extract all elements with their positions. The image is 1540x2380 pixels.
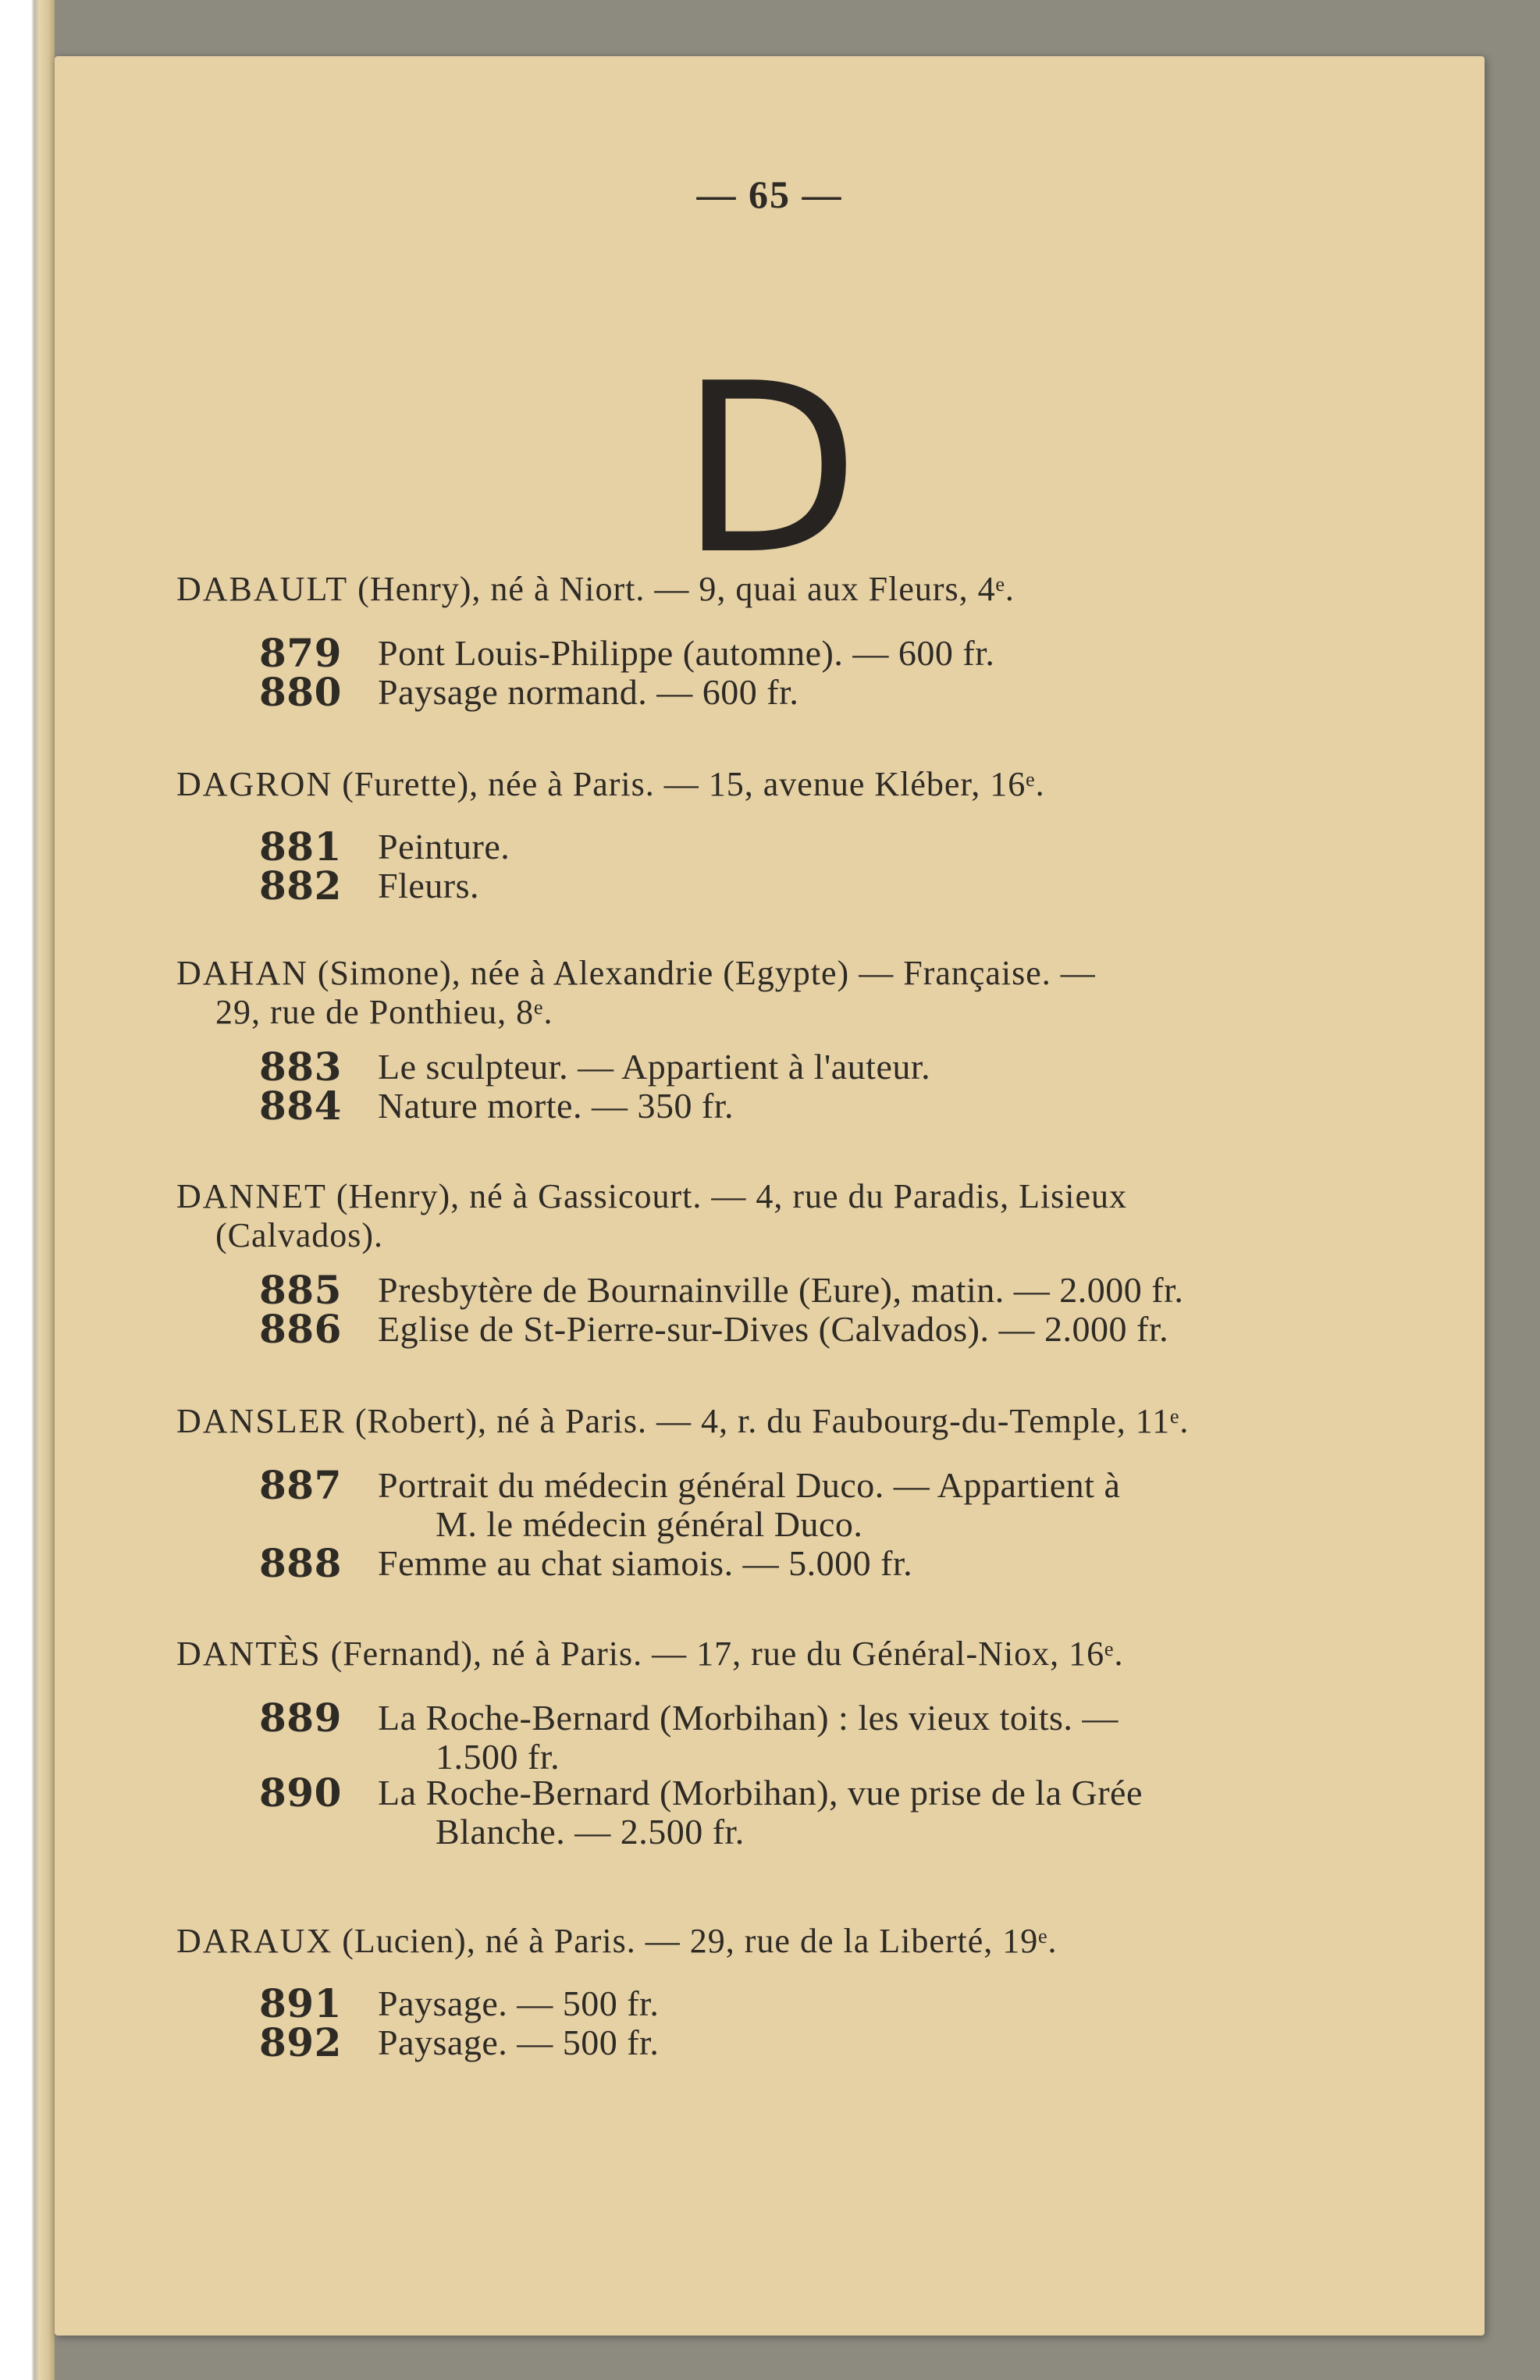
artist-details: (Henry), né à Niort. — 9, quai aux Fleurs, 4ᵉ. [348, 570, 1015, 608]
artist-name: DAHAN [176, 954, 308, 992]
catalog-page [55, 56, 1485, 2336]
artist-name: DANNET [176, 1177, 327, 1215]
artist-header [176, 954, 1355, 1032]
artist-details: (Henry), né à Gassicourt. — 4, rue du Paradis, Lisieux [326, 1177, 1128, 1215]
entry-number: 883 [259, 1044, 342, 1090]
artist-header [176, 1635, 1355, 1674]
entry-title: Fleurs. [378, 866, 479, 905]
scan-edge [0, 0, 55, 2380]
entry-title: Paysage normand. — 600 fr. [378, 672, 799, 712]
artist-details: (Lucien), né à Paris. — 29, rue de la Liberté, 19ᵉ. [333, 1922, 1058, 1960]
entry-title: Le sculpteur. — Appartient à l'auteur. [378, 1047, 931, 1087]
entry-title: Peinture. [378, 827, 510, 866]
entry-title-cont: Blanche. — 2.500 fr. [436, 1812, 745, 1852]
entry-title: Presbytère de Bournainville (Eure), matin. — 2.000 fr. [378, 1270, 1184, 1310]
artist-details: (Simone), née à Alexandrie (Egypte) — Française. — [308, 954, 1096, 992]
entry-title: Portrait du médecin général Duco. — Appartient à [378, 1465, 1121, 1505]
entry-title: Eglise de St-Pierre-sur-Dives (Calvados). — 2.000 fr. [378, 1309, 1169, 1349]
artist-header [176, 1922, 1355, 1961]
catalog-entry [259, 1540, 1360, 1586]
entry-number: 890 [259, 1770, 342, 1816]
entry-number: 880 [259, 669, 342, 715]
catalog-entry [259, 1044, 1360, 1090]
entry-title: Femme au chat siamois. — 5.000 fr. [378, 1543, 913, 1583]
entry-number: 885 [259, 1267, 342, 1313]
catalog-entry [259, 1462, 1360, 1544]
page-number: — 65 — [696, 173, 843, 216]
catalog-entry [259, 669, 1360, 715]
entry-number: 891 [259, 1980, 342, 2026]
catalog-entry [259, 1083, 1360, 1129]
artist-name: DAGRON [176, 765, 333, 803]
catalog-entry [259, 1770, 1360, 1852]
entry-title: La Roche-Bernard (Morbihan), vue prise de la Grée [378, 1773, 1143, 1813]
artist-header [176, 765, 1355, 804]
entry-number: 889 [259, 1695, 342, 1741]
section-letter: D [679, 333, 860, 606]
catalog-entry [259, 2019, 1360, 2065]
entry-number: 892 [259, 2019, 342, 2065]
entry-number: 886 [259, 1306, 342, 1352]
entry-number: 882 [259, 863, 342, 909]
artist-name: DANSLER [176, 1402, 346, 1440]
entry-number: 887 [259, 1462, 342, 1508]
artist-header [176, 570, 1355, 609]
artist-details: (Furette), née à Paris. — 15, avenue Kléber, 16ᵉ. [333, 765, 1045, 803]
artist-address: 29, rue de Ponthieu, 8ᵉ. [215, 993, 553, 1031]
entry-number: 879 [259, 630, 342, 676]
entry-number: 881 [259, 824, 342, 870]
catalog-entry [259, 1695, 1360, 1777]
artist-header [176, 1177, 1355, 1255]
catalog-entry [259, 1267, 1360, 1313]
catalog-entry [259, 863, 1360, 909]
artist-name: DANTÈS [176, 1635, 322, 1673]
catalog-entry [259, 630, 1360, 676]
artist-name: DARAUX [176, 1922, 333, 1960]
catalog-entry [259, 824, 1360, 870]
catalog-entry [259, 1306, 1360, 1352]
catalog-entry [259, 1980, 1360, 2026]
artist-name: DABAULT [176, 570, 349, 608]
entry-title: Paysage. — 500 fr. [378, 1983, 660, 2023]
entry-number: 888 [259, 1540, 342, 1586]
entry-title: Paysage. — 500 fr. [378, 2022, 660, 2062]
entry-title: Pont Louis-Philippe (automne). — 600 fr. [378, 633, 995, 673]
entry-title: Nature morte. — 350 fr. [378, 1086, 734, 1126]
artist-address: (Calvados). [215, 1216, 384, 1254]
entry-title-cont: 1.500 fr. [436, 1737, 560, 1777]
entry-title: La Roche-Bernard (Morbihan) : les vieux toits. — [378, 1698, 1119, 1738]
entry-title-cont: M. le médecin général Duco. [436, 1504, 863, 1544]
artist-header [176, 1402, 1355, 1441]
artist-details: (Robert), né à Paris. — 4, r. du Faubourg-du-Temple, 11ᵉ. [345, 1402, 1190, 1440]
entry-number: 884 [259, 1083, 342, 1129]
artist-details: (Fernand), né à Paris. — 17, rue du Général-Niox, 16ᵉ. [321, 1635, 1124, 1673]
